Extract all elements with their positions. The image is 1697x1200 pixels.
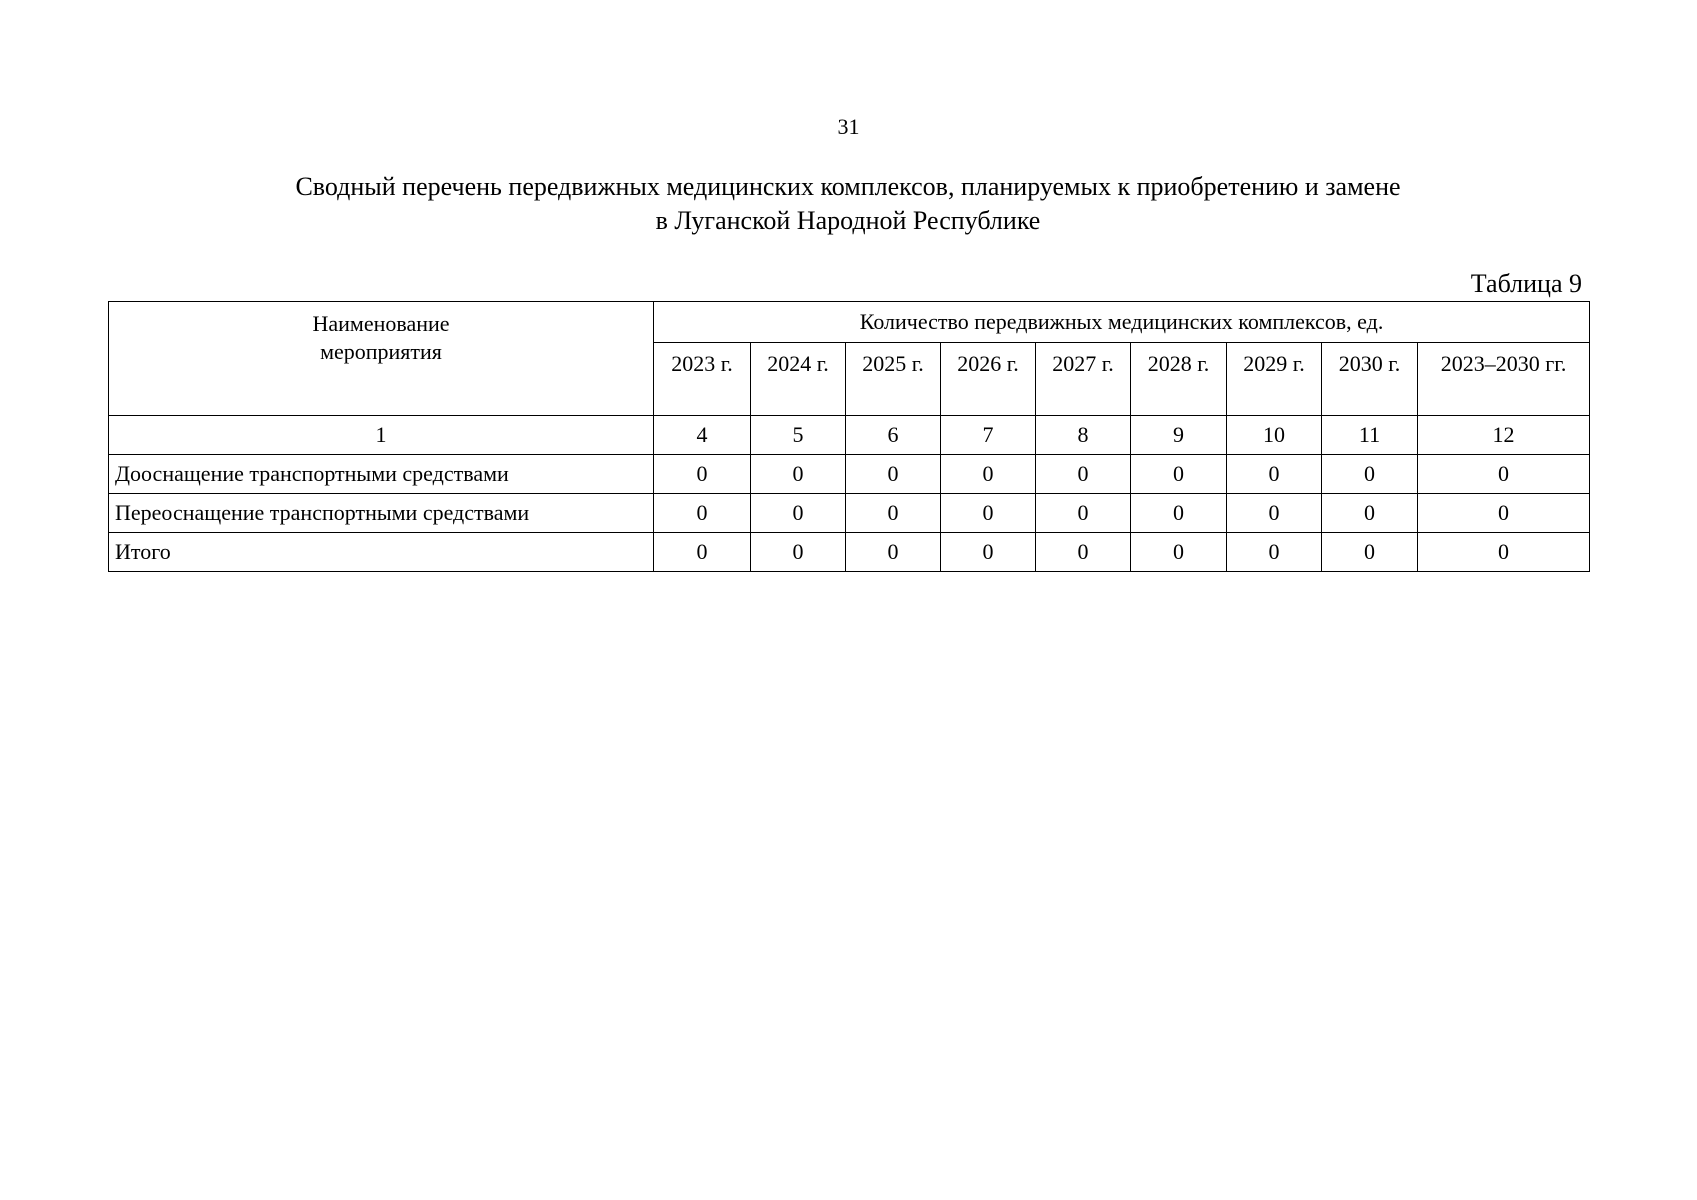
cell-value: 0 [1322, 494, 1418, 533]
cell-value: 0 [1036, 455, 1131, 494]
cell-value: 0 [1227, 494, 1322, 533]
column-number: 9 [1131, 416, 1227, 455]
column-number: 1 [109, 416, 654, 455]
cell-value: 0 [1418, 494, 1590, 533]
table-row [109, 494, 1590, 533]
header-year-total: 2023–2030 гг. [1418, 343, 1590, 416]
column-number: 8 [1036, 416, 1131, 455]
table-row-total [109, 533, 1590, 572]
header-year: 2023 г. [654, 343, 751, 416]
cell-value: 0 [1036, 494, 1131, 533]
table-row [109, 455, 1590, 494]
cell-value: 0 [1131, 494, 1227, 533]
document-title [108, 170, 1588, 238]
summary-table [108, 301, 1590, 572]
cell-value: 0 [654, 494, 751, 533]
column-number: 12 [1418, 416, 1590, 455]
title-line-1: Сводный перечень передвижных медицинских комплексов, планируемых к приобретению и замене [295, 172, 1401, 201]
page-number: 31 [837, 114, 860, 139]
row-label: Итого [109, 533, 654, 572]
column-number: 6 [846, 416, 941, 455]
column-numbers-row [109, 416, 1590, 455]
row-label: Дооснащение транспортными средствами [109, 455, 654, 494]
header-quantity-group: Количество передвижных медицинских комплексов, ед. [654, 302, 1590, 343]
cell-value: 0 [751, 455, 846, 494]
cell-value: 0 [1322, 455, 1418, 494]
column-number: 11 [1322, 416, 1418, 455]
header-year: 2029 г. [1227, 343, 1322, 416]
column-number: 10 [1227, 416, 1322, 455]
header-year: 2027 г. [1036, 343, 1131, 416]
header-year: 2026 г. [941, 343, 1036, 416]
cell-value: 0 [751, 533, 846, 572]
cell-value: 0 [846, 455, 941, 494]
title-line-2: в Луганской Народной Республике [655, 206, 1041, 235]
header-activity-name-line2: мероприятия [320, 339, 442, 364]
cell-value: 0 [654, 533, 751, 572]
cell-value: 0 [1036, 533, 1131, 572]
cell-value: 0 [751, 494, 846, 533]
header-year: 2024 г. [751, 343, 846, 416]
cell-value: 0 [1131, 533, 1227, 572]
cell-value: 0 [941, 533, 1036, 572]
header-activity-name-line1: Наименование [312, 311, 450, 336]
cell-value: 0 [846, 494, 941, 533]
cell-value: 0 [1322, 533, 1418, 572]
header-year: 2028 г. [1131, 343, 1227, 416]
cell-value: 0 [1418, 533, 1590, 572]
cell-value: 0 [941, 494, 1036, 533]
row-label: Переоснащение транспортными средствами [109, 494, 654, 533]
column-number: 4 [654, 416, 751, 455]
cell-value: 0 [1227, 455, 1322, 494]
column-number: 7 [941, 416, 1036, 455]
cell-value: 0 [1131, 455, 1227, 494]
header-year: 2030 г. [1322, 343, 1418, 416]
table-label: Таблица 9 [1470, 269, 1582, 298]
cell-value: 0 [1418, 455, 1590, 494]
cell-value: 0 [654, 455, 751, 494]
column-number: 5 [751, 416, 846, 455]
cell-value: 0 [941, 455, 1036, 494]
cell-value: 0 [846, 533, 941, 572]
header-activity-name [109, 302, 654, 416]
cell-value: 0 [1227, 533, 1322, 572]
header-year: 2025 г. [846, 343, 941, 416]
